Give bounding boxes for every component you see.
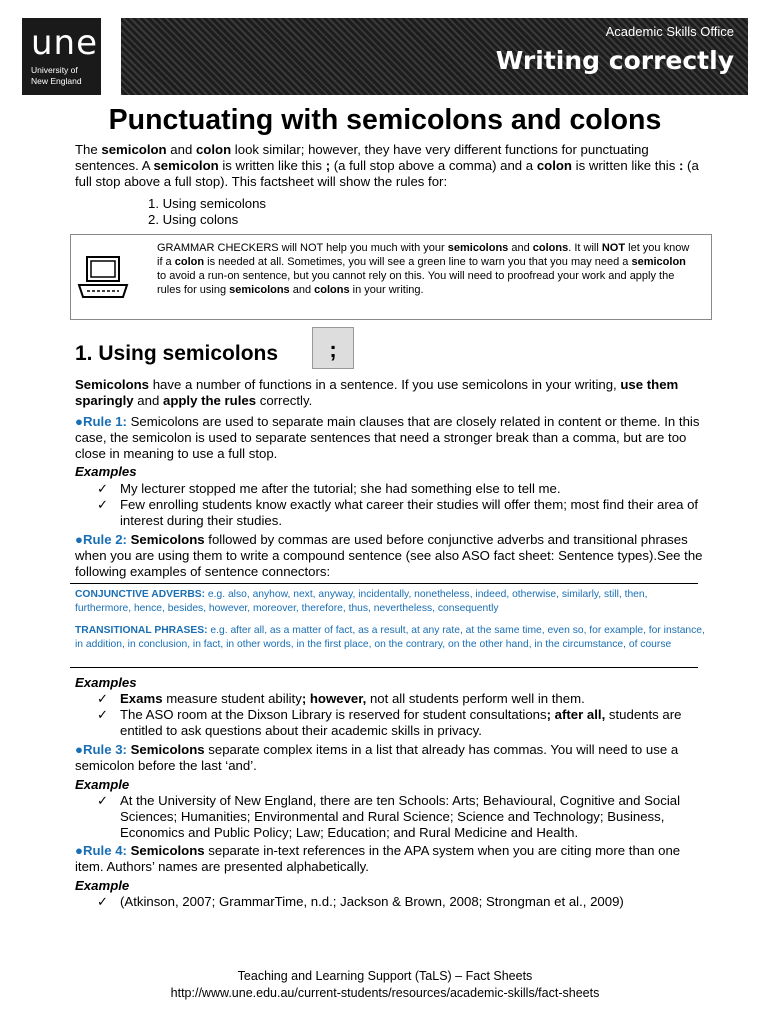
examples-heading: Examples — [75, 464, 137, 479]
transitional-phrases: TRANSITIONAL PHRASES: e.g. after all, as a matter of fact, as a result, at any rate, at the same time, even so, for example, for instance, in addition, in conclusion, in fact, in other words, in the first place, on the contrary, on the other hand, in the circumstance, of course — [75, 625, 705, 650]
series-title: Writing correctly — [495, 46, 734, 75]
rule-2: ●Rule 2: Semicolons followed by commas are used before conjunctive adverbs and transitional phrases when you are using them to write a compound sentence (see also ASO fact sheet: Sentence types).See the following examples of sentence connectors: — [75, 532, 703, 579]
page-title: Punctuating with semicolons and colons — [108, 104, 662, 136]
example-item: ✓ Few enrolling students know exactly what career their studies will offer them; most find their area of interest during their studies. — [97, 497, 699, 528]
logo-line2: New England — [31, 76, 82, 86]
bullet-icon: ● — [75, 532, 83, 547]
footer-url[interactable]: http://www.une.edu.au/current-students/resources/academic-skills/fact-sheets — [170, 986, 600, 1000]
list-item: 1. Using semicolons — [148, 196, 267, 211]
bullet-icon: ● — [75, 742, 83, 757]
bullet-icon: ● — [75, 414, 83, 429]
intro-paragraph: The semicolon and colon look similar; however, they have very different functions for punctuating sentences. A semicolon is written like this ; (a full stop above a comma) and a colon is written like this : (a full stop above a full stop). This factsheet will show the rules for: — [75, 142, 699, 189]
conjunctive-adverbs: CONJUNCTIVE ADVERBS: e.g. also, anyhow, next, anyway, incidentally, nonetheless, indeed, otherwise, similarly, still, then, furthermore, hence, besides, however, moreover, therefore, thus, nevertheless, consequently — [75, 589, 648, 614]
examples-heading: Examples — [75, 675, 137, 690]
rule-4: ●Rule 4: Semicolons separate in-text references in the APA system when you are citing more than one item. Authors’ names are presented alphabetically. — [75, 843, 681, 874]
rules-list — [148, 196, 266, 228]
example-item: ✓ My lecturer stopped me after the tutorial; she had something else to tell me. — [97, 481, 561, 496]
example-heading: Example — [75, 878, 130, 893]
check-icon: ✓ — [97, 894, 109, 909]
check-icon: ✓ — [97, 497, 109, 512]
check-icon: ✓ — [97, 793, 109, 808]
section-intro: Semicolons have a number of functions in a sentence. If you use semicolons in your writing, use them sparingly and apply the rules correctly. — [75, 377, 679, 408]
logo-line1: University of — [31, 65, 78, 75]
list-item: 2. Using colons — [148, 211, 239, 227]
rule-1: ●Rule 1: Semicolons are used to separate main clauses that are closely related in content or theme. In this case, the semicolon is used to separate sentences that need a stronger break than a comma, but are too close in meaning to use a full stop. — [75, 414, 700, 461]
header-banner — [121, 18, 748, 95]
page-header — [22, 18, 748, 95]
bullet-icon: ● — [75, 843, 83, 858]
check-icon: ✓ — [97, 707, 109, 722]
une-logo — [22, 18, 101, 95]
check-icon: ✓ — [97, 691, 109, 706]
example-item: ✓ At the University of New England, there are ten Schools: Arts; Behavioural, Cognitive and Social Sciences; Humanities; Environmental and Rural Science; Science and Technology; Business, Economics and Public Policy; Law; Education; and Rural Medicine and Health. — [97, 793, 681, 840]
example-item: ✓ The ASO room at the Dixson Library is reserved for student consultations; after all, students are entitled to ask questions about their academic skills in privacy. — [97, 707, 682, 738]
grammar-checker-note — [70, 234, 712, 320]
footer-title: Teaching and Learning Support (TaLS) – Fact Sheets — [237, 969, 533, 983]
section-heading: 1. Using semicolons — [75, 342, 279, 365]
computer-icon — [77, 255, 129, 299]
check-icon: ✓ — [97, 481, 109, 496]
example-item: ✓ Exams measure student ability; however, not all students perform well in them. — [97, 691, 585, 706]
divider — [70, 583, 698, 584]
example-item: ✓ (Atkinson, 2007; GrammarTime, n.d.; Jackson & Brown, 2008; Strongman et al., 2009) — [97, 894, 624, 909]
note-text: GRAMMAR CHECKERS will NOT help you much with your semicolons and colons. It will NOT let you know if a colon is needed at all. Sometimes, you will see a green line to warn you that you may need a semicolon to avoid a run-on sentence, but you cannot rely on this. You will need to proofread your work and apply the rules for using semicolons and colons in your writing. — [157, 242, 690, 296]
divider — [70, 667, 698, 668]
rule-3: ●Rule 3: Semicolons separate complex items in a list that already has commas. You will need to use a semicolon before the last ‘and’. — [75, 742, 679, 773]
logo-mark: une — [31, 23, 99, 63]
office-name: Academic Skills Office — [605, 24, 734, 39]
semicolon-symbol-box: ; — [312, 327, 354, 369]
example-heading: Example — [75, 777, 130, 792]
